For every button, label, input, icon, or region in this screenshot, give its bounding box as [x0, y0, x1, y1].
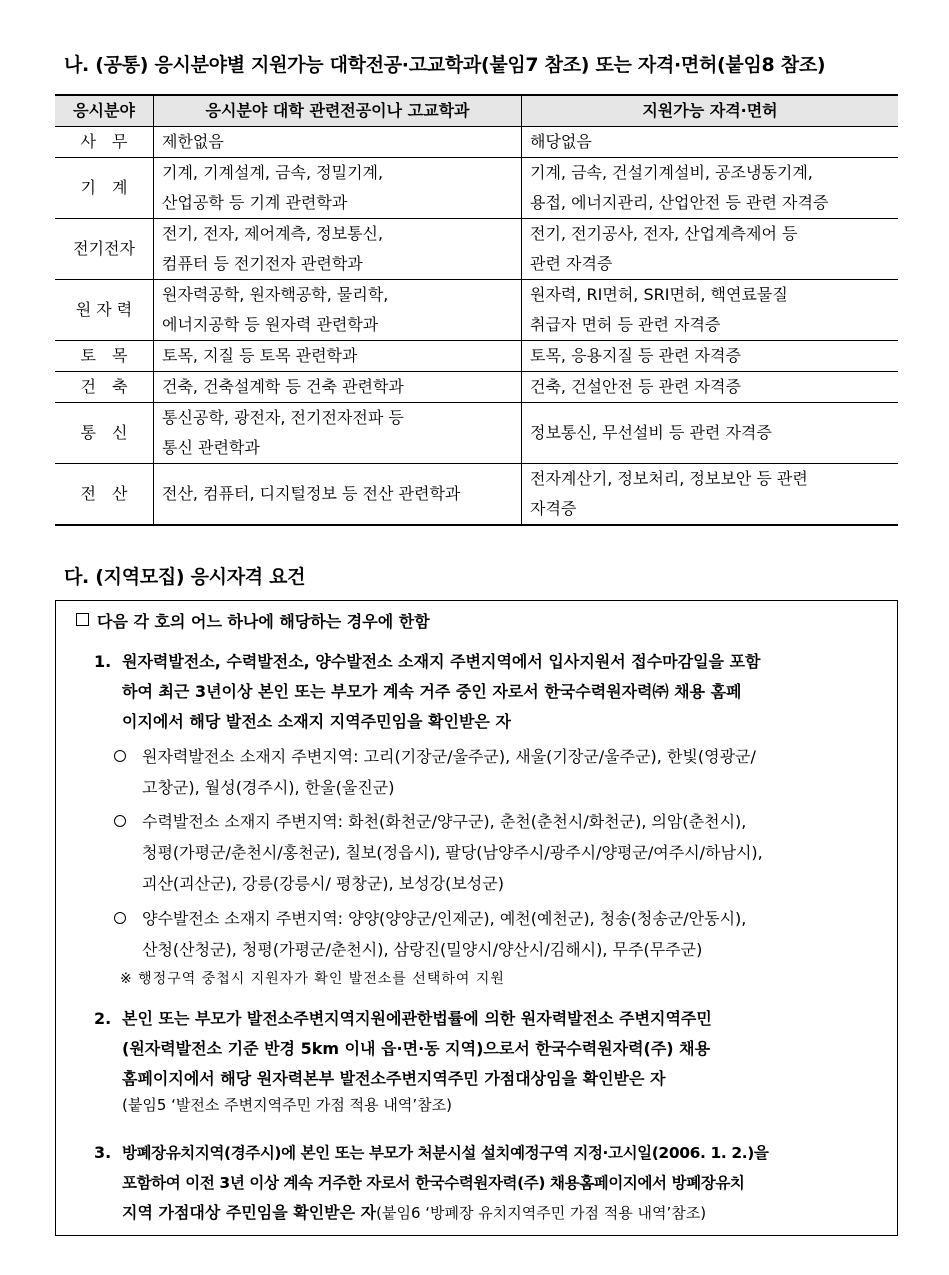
major-cell — [154, 341, 522, 372]
column-header-major: 응시분야 대학 관련전공이나 고교학과 — [154, 95, 522, 127]
field-cell: 사 무 — [55, 127, 154, 158]
license-line: 취급자 면허 등 관련 자격증 — [530, 315, 721, 334]
license-line: 전자계산기, 정보처리, 정보보안 등 관련 — [530, 469, 808, 488]
major-line: 제한없음 — [162, 132, 224, 151]
major-line: 컴퓨터 등 전기전자 관련학과 — [162, 254, 363, 273]
bullet-line: 양수발전소 소재지 주변지역: 양양(양양군/인제군), 예천(예천군), 청송(청송군/안동시), — [142, 909, 747, 928]
circle-bullet-icon — [114, 912, 126, 924]
table-row — [55, 219, 898, 280]
table-row — [55, 341, 898, 372]
item-line: 지역 가점대상 주민임을 확인받은 자 — [122, 1203, 377, 1222]
item-line: 방폐장유치지역(경주시)에 본인 또는 부모가 처분시설 설치예정구역 지정·고시일(2006. 1. 2.)을 — [122, 1144, 769, 1162]
license-line: 기계, 금속, 건설기계설비, 공조냉동기계, — [530, 163, 813, 182]
license-cell — [522, 341, 899, 372]
major-cell — [154, 127, 522, 158]
major-cell — [154, 464, 522, 526]
license-line: 토목, 응용지질 등 관련 자격증 — [530, 346, 741, 365]
license-line: 용접, 에너지관리, 산업안전 등 관련 자격증 — [530, 193, 829, 212]
item-number: 1. — [94, 652, 112, 671]
major-line: 기계, 기계설계, 금속, 정밀기계, — [162, 163, 384, 182]
license-line: 자격증 — [530, 499, 577, 518]
item-line: 본인 또는 부모가 발전소주변지역지원에관한법률에 의한 원자력발전소 주변지역주민 — [122, 1009, 712, 1028]
major-cell — [154, 219, 522, 280]
requirement-item-2 — [94, 1004, 894, 1116]
table-row — [55, 403, 898, 464]
section-heading-regional: 다. (지역모집) 응시자격 요건 — [64, 566, 306, 588]
license-line: 해당없음 — [530, 132, 592, 151]
item-number: 3. — [94, 1143, 112, 1162]
major-line: 건축, 건축설계학 등 건축 관련학과 — [162, 377, 404, 396]
column-header-license: 지원가능 자격·면허 — [522, 95, 899, 127]
license-line: 관련 자격증 — [530, 254, 613, 273]
major-line: 통신 관련학과 — [162, 438, 260, 457]
requirements-table — [55, 94, 898, 526]
checkbox-square-icon — [76, 613, 89, 626]
item-line: 하여 최근 3년이상 본인 또는 부모가 계속 거주 중인 자로서 한국수력원자력㈜ 채용 홈페 — [122, 682, 742, 701]
bullet-nuclear — [114, 741, 894, 803]
major-line: 전기, 전자, 제어계측, 정보통신, — [162, 224, 384, 243]
license-line: 건축, 건설안전 등 관련 자격증 — [530, 377, 741, 396]
intro-text: 다음 각 호의 어느 하나에 해당하는 경우에 한함 — [97, 612, 430, 631]
item-line: 이지에서 해당 발전소 소재지 지역주민임을 확인받은 자 — [122, 712, 511, 731]
bullet-line: 수력발전소 소재지 주변지역: 화천(화천군/양구군), 춘천(춘천시/화천군), 의암(춘천시), — [142, 812, 747, 831]
major-cell — [154, 403, 522, 464]
table-row — [55, 464, 898, 526]
field-cell: 토 목 — [55, 341, 154, 372]
item-line: 원자력발전소, 수력발전소, 양수발전소 소재지 주변지역에서 입사지원서 접수마감일을 포함 — [122, 652, 761, 671]
field-cell: 전기전자 — [55, 219, 154, 280]
requirement-item-3 — [94, 1138, 894, 1228]
bullet-hydro — [114, 806, 894, 899]
license-cell — [522, 372, 899, 403]
column-header-field: 응시분야 — [55, 95, 154, 127]
field-cell: 전 산 — [55, 464, 154, 526]
item-line: 포함하여 이전 3년 이상 계속 거주한 자로서 한국수력원자력(주) 채용홈페이지에서 방폐장유치 — [122, 1174, 745, 1192]
circle-bullet-icon — [114, 815, 126, 827]
major-line: 통신공학, 광전자, 전기전자전파 등 — [162, 408, 404, 427]
major-line: 산업공학 등 기계 관련학과 — [162, 193, 348, 212]
regional-requirements-box — [55, 600, 898, 1236]
license-cell — [522, 280, 899, 341]
intro-line — [76, 609, 430, 632]
table-row — [55, 158, 898, 219]
item-number: 2. — [94, 1009, 112, 1028]
license-line: 전기, 전기공사, 전자, 산업계측제어 등 — [530, 224, 798, 243]
item-reference: (붙임5 ‘발전소 주변지역주민 가점 적용 내역’참조) — [122, 1096, 452, 1114]
bullet-line: 청평(가평군/춘천시/홍천군), 칠보(정읍시), 팔당(남양주시/광주시/양평군/여주시/하남시), — [142, 843, 763, 862]
field-cell: 통 신 — [55, 403, 154, 464]
major-line: 토목, 지질 등 토목 관련학과 — [162, 346, 358, 365]
field-cell: 기 계 — [55, 158, 154, 219]
bullet-line: 고창군), 월성(경주시), 한울(울진군) — [142, 778, 395, 797]
bullet-line: 원자력발전소 소재지 주변지역: 고리(기장군/울주군), 새울(기장군/울주군), 한빛(영광군/ — [142, 747, 756, 766]
table-row — [55, 280, 898, 341]
circle-bullet-icon — [114, 750, 126, 762]
table-header-row — [55, 95, 898, 127]
table-row — [55, 127, 898, 158]
license-cell — [522, 403, 899, 464]
bullet-line: 괴산(괴산군), 강릉(강릉시/ 평창군), 보성강(보성군) — [142, 874, 504, 893]
major-line: 원자력공학, 원자핵공학, 물리학, — [162, 285, 389, 304]
license-line: 정보통신, 무선설비 등 관련 자격증 — [530, 423, 772, 442]
license-line: 원자력, RI면허, SRI면허, 핵연료물질 — [530, 285, 788, 304]
major-line: 에너지공학 등 원자력 관련학과 — [162, 315, 379, 334]
license-cell — [522, 158, 899, 219]
license-cell — [522, 219, 899, 280]
item-line: (원자력발전소 기준 반경 5km 이내 읍·면·동 지역)으로서 한국수력원자력(주) 채용 — [122, 1039, 711, 1058]
item-reference: (붙임6 ‘방폐장 유치지역주민 가점 적용 내역’참조) — [376, 1204, 707, 1222]
requirement-item-1 — [94, 647, 894, 737]
field-cell: 건 축 — [55, 372, 154, 403]
section-heading-common: 나. (공통) 응시분야별 지원가능 대학전공·고교학과(붙임7 참조) 또는 자격·면허(붙임8 참조) — [64, 54, 826, 76]
bullet-pumped — [114, 903, 894, 965]
field-cell: 원 자 력 — [55, 280, 154, 341]
item-line: 홈페이지에서 해당 원자력본부 발전소주변지역주민 가점대상임을 확인받은 자 — [122, 1069, 666, 1088]
license-cell — [522, 127, 899, 158]
table-row — [55, 372, 898, 403]
major-cell — [154, 280, 522, 341]
major-cell — [154, 158, 522, 219]
major-cell — [154, 372, 522, 403]
note-text: ※ 행정구역 중첩시 지원자가 확인 발전소를 선택하여 지원 — [120, 971, 505, 987]
major-line: 전산, 컴퓨터, 디지털정보 등 전산 관련학과 — [162, 484, 461, 503]
bullet-line: 산청(산청군), 청평(가평군/춘천시), 삼랑진(밀양시/양산시/김해시), 무주(무주군) — [142, 940, 703, 959]
license-cell — [522, 464, 899, 526]
